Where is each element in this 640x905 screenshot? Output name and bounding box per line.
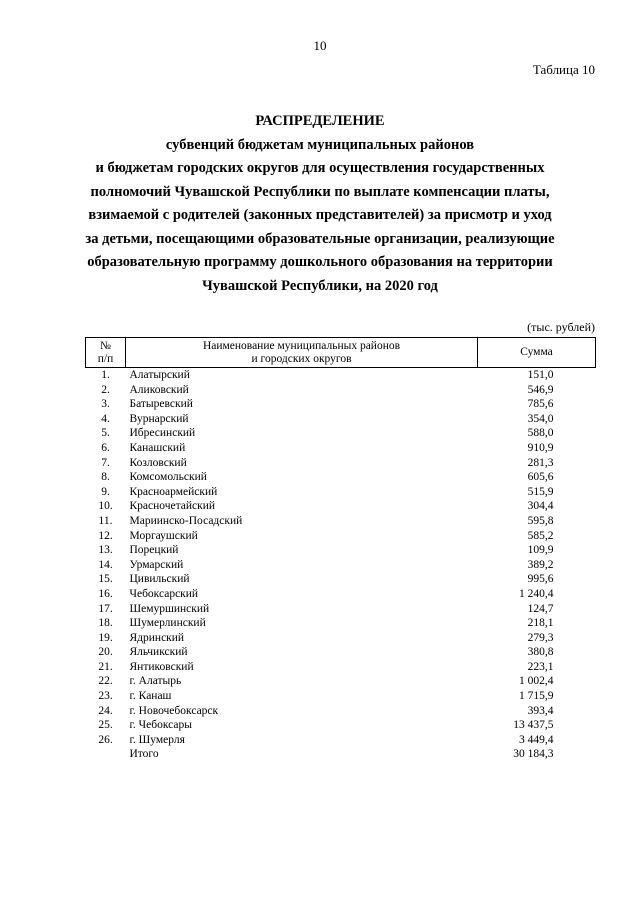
row-name: Вурнарский xyxy=(129,412,189,425)
row-name: Алатырский xyxy=(129,369,190,381)
table-row xyxy=(86,412,596,427)
row-name: Канашский xyxy=(129,441,186,454)
table-row xyxy=(86,485,596,500)
row-sum: 389,2 xyxy=(527,558,554,571)
row-sum: 281,3 xyxy=(527,456,554,469)
row-number: 21. xyxy=(98,660,113,673)
row-sum: 124,7 xyxy=(527,602,554,615)
table-row xyxy=(86,602,596,617)
row-sum: 605,6 xyxy=(527,471,554,484)
row-number: 25. xyxy=(98,719,113,732)
title-line: взимаемой с родителей (законных представителей) за присмотр и уход xyxy=(88,207,552,223)
row-number: 20. xyxy=(98,646,113,659)
row-name: Красноармейский xyxy=(129,485,218,498)
table-row xyxy=(86,368,596,383)
row-sum: 151,0 xyxy=(527,369,554,381)
row-number: 13. xyxy=(98,544,113,557)
row-number: 16. xyxy=(98,587,113,600)
row-name: Чебоксарский xyxy=(129,587,199,600)
row-sum: 1 002,4 xyxy=(519,675,554,688)
row-number: 24. xyxy=(98,704,113,717)
table-row xyxy=(86,426,596,441)
row-sum: 785,6 xyxy=(527,398,554,411)
row-name: Ядринский xyxy=(129,631,185,644)
row-name: Моргаушский xyxy=(129,529,198,542)
row-name: г. Алатырь xyxy=(129,675,182,688)
header-name-line1: Наименование муниципальных районов xyxy=(202,339,401,352)
table-row xyxy=(86,674,596,689)
header-number-line1: № xyxy=(100,339,111,352)
table-row xyxy=(86,587,596,602)
title-line: субвенций бюджетам муниципальных районов xyxy=(165,136,475,153)
row-name: Цивильский xyxy=(129,573,190,586)
title-line: РАСПРЕДЕЛЕНИЕ xyxy=(255,113,385,129)
row-number: 14. xyxy=(98,558,113,571)
document-title xyxy=(60,110,580,298)
row-number: 6. xyxy=(101,441,110,454)
row-name: Мариинско-Посадский xyxy=(129,514,243,527)
table-row xyxy=(86,543,596,558)
table-row xyxy=(86,572,596,587)
row-number: 7. xyxy=(101,456,110,469)
row-number: 18. xyxy=(98,617,113,630)
row-name: Шемуршинский xyxy=(129,602,210,615)
row-number: 11. xyxy=(98,514,113,527)
title-line: Чувашской Республики, на 2020 год xyxy=(202,277,438,294)
title-line: образовательную программу дошкольного образования на территории xyxy=(87,254,553,270)
row-sum: 109,9 xyxy=(527,544,554,557)
table-row xyxy=(86,645,596,660)
header-number-line2: п/п xyxy=(97,352,114,365)
row-name: Комсомольский xyxy=(129,471,207,484)
row-name: Яльчикский xyxy=(129,646,188,659)
row-sum: 595,8 xyxy=(527,514,554,527)
row-sum: 279,3 xyxy=(527,631,554,644)
row-name: Батыревский xyxy=(129,398,193,411)
row-number: 3. xyxy=(101,398,110,411)
row-sum: 218,1 xyxy=(527,617,554,630)
table-row xyxy=(86,529,596,544)
row-number: 4. xyxy=(101,412,110,425)
title-line: полномочий Чувашской Республики по выплате компенсации платы, xyxy=(90,183,550,200)
row-number: 23. xyxy=(98,690,113,703)
row-number: 5. xyxy=(101,427,110,440)
table-row xyxy=(86,499,596,514)
row-sum: 910,9 xyxy=(527,441,554,454)
row-sum: 588,0 xyxy=(527,427,554,440)
row-name: Итого xyxy=(129,748,159,761)
row-sum: 223,1 xyxy=(527,660,554,673)
table-body xyxy=(86,368,596,763)
row-number: 2. xyxy=(101,383,110,396)
row-number: 12. xyxy=(98,529,113,542)
table-row xyxy=(86,383,596,398)
row-sum: 393,4 xyxy=(527,704,554,717)
row-number: 10. xyxy=(98,500,113,513)
table-row xyxy=(86,397,596,412)
header-number xyxy=(86,338,126,368)
row-name: Урмарский xyxy=(129,558,184,571)
row-number: 1. xyxy=(101,369,110,381)
row-sum: 380,8 xyxy=(527,646,554,659)
table-label: Таблица 10 xyxy=(532,62,595,77)
row-sum: 13 437,5 xyxy=(513,719,554,732)
row-name: Аликовский xyxy=(129,383,189,396)
row-number: 9. xyxy=(101,485,110,498)
row-sum: 354,0 xyxy=(527,412,554,425)
table-row xyxy=(86,441,596,456)
table-row xyxy=(86,631,596,646)
row-sum: 546,9 xyxy=(527,383,554,396)
table-row xyxy=(86,689,596,704)
row-name: Ибресинский xyxy=(129,427,196,440)
row-name: г. Канаш xyxy=(129,690,172,703)
table-row xyxy=(86,747,596,762)
row-name: Порецкий xyxy=(129,544,179,557)
row-number xyxy=(86,747,126,762)
table-row xyxy=(86,456,596,471)
table-row xyxy=(86,558,596,573)
row-sum: 515,9 xyxy=(527,485,554,498)
table-row xyxy=(86,470,596,485)
table-row xyxy=(86,514,596,529)
units-label: (тыс. рублей) xyxy=(527,320,595,334)
page-number: 10 xyxy=(313,38,327,53)
row-sum: 995,6 xyxy=(527,573,554,586)
distribution-table xyxy=(85,337,596,762)
row-name: Шумерлинский xyxy=(129,617,206,630)
row-name: г. Новочебоксарск xyxy=(129,704,219,717)
row-number: 22. xyxy=(98,675,113,688)
row-sum: 585,2 xyxy=(527,529,554,542)
table-row xyxy=(86,733,596,748)
row-sum: 3 449,4 xyxy=(519,733,554,746)
row-sum: 30 184,3 xyxy=(513,748,554,761)
table-row xyxy=(86,660,596,675)
title-line: за детьми, посещающими образовательные организации, реализующие xyxy=(85,230,555,247)
row-name: Красночетайский xyxy=(129,500,216,513)
header-name-line2: и городских округов xyxy=(251,352,352,365)
header-name xyxy=(126,338,478,368)
table-row xyxy=(86,718,596,733)
row-name: Козловский xyxy=(129,456,187,469)
table-row xyxy=(86,616,596,631)
row-name: г. Чебоксары xyxy=(129,719,192,732)
row-sum: 1 240,4 xyxy=(519,587,554,600)
row-name: г. Шумерля xyxy=(129,733,185,746)
row-sum: 1 715,9 xyxy=(519,690,554,703)
row-number: 8. xyxy=(101,471,110,484)
title-line: и бюджетам городских округов для осуществления государственных xyxy=(95,160,545,176)
row-name: Янтиковский xyxy=(129,660,194,673)
row-number: 19. xyxy=(98,631,113,644)
header-sum: Сумма xyxy=(478,338,596,368)
row-number: 26. xyxy=(98,733,113,746)
table-row xyxy=(86,704,596,719)
row-number: 15. xyxy=(98,573,113,586)
row-sum: 304,4 xyxy=(527,500,554,513)
row-number: 17. xyxy=(98,602,113,615)
